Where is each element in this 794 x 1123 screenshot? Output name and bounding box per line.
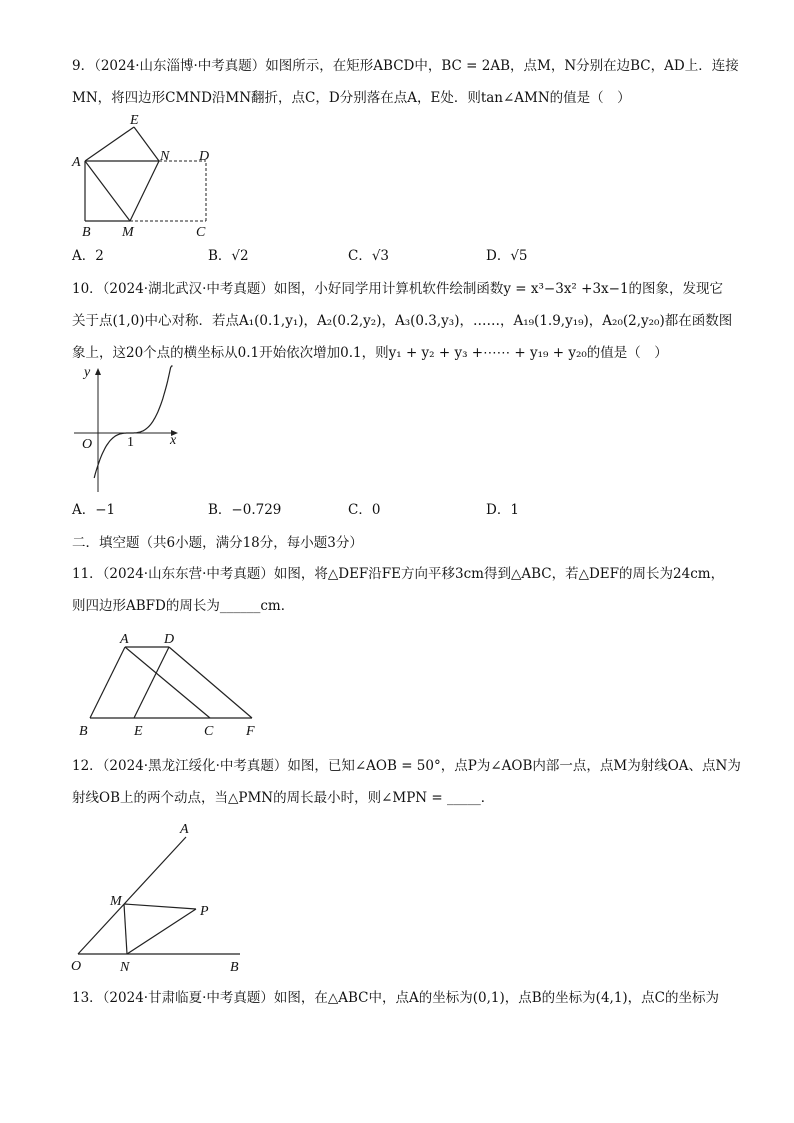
q12-label-N: N [120,960,130,975]
q12-figure [68,818,258,976]
q12-text-line1: 12．（2024·黑龙江绥化·中考真题）如图，已知∠AOB = 50°，点P为∠AOB内部一点，点M为射线OA、点N为 [72,758,741,774]
q11-label-A: A [120,632,129,647]
q11-label-C: C [204,724,214,739]
q9-label-M: M [122,225,134,240]
q13-text-line1: 13．（2024·甘肃临夏·中考真题）如图，在△ABC中，点A的坐标为(0,1)，点B的坐标为(4,1)，点C的坐标为 [72,990,720,1006]
q10-label-x: x [170,433,177,448]
q9-label-B: B [82,225,91,240]
q10-label-O: O [82,437,93,452]
q10-figure [70,362,190,496]
q10-label-y: y [84,365,91,380]
q10-cubic-curve [94,366,172,478]
q10-text-line2: 关于点(1,0)中心对称．若点A₁(0.1,y₁)，A₂(0.2,y₂)，A₃(0.3,y₃)，……，A₁₉(1.9,y₁₉)，A₂₀(2,y₂₀)都在函数图 [72,313,733,329]
q9-label-N: N [160,149,170,164]
q9-option-a: A．2 [72,248,104,264]
q10-option-c: C．0 [348,502,381,518]
q9-label-E: E [130,113,139,128]
q10-option-d: D．1 [486,502,519,518]
q11-label-E: E [134,724,143,739]
q11-text-line2: 则四边形ABFD的周长为______cm． [72,598,295,614]
q9-label-D: D [199,149,210,164]
q11-label-D: D [164,632,175,647]
q10-text-line3: 象上，这20个点的横坐标从0.1开始依次增加0.1，则y₁ + y₂ + y₃ +⋯⋯ + y₁₉ + y₂₀的值是（ ） [72,345,668,361]
q9-text-line2: MN，将四边形CMND沿MN翻折，点C，D分别落在点A，E处．则tan∠AMN的值是（ ） [72,90,631,106]
q9-option-b: B．√2 [208,248,249,264]
q9-option-c: C．√3 [348,248,390,264]
q9-label-A: A [72,155,81,170]
q12-label-A: A [180,822,189,837]
q12-label-B: B [230,960,239,975]
q12-label-O: O [71,959,82,974]
q12-label-P: P [200,904,209,919]
q12-label-M: M [110,894,122,909]
q9-figure [66,110,226,240]
q9-text-line1: 9．（2024·山东淄博·中考真题）如图所示，在矩形ABCD中，BC = 2AB，点M，N分别在边BC，AD上．连接 [72,58,739,74]
q12-text-line2: 射线OB上的两个动点，当△PMN的周长最小时，则∠MPN = _____． [72,790,495,806]
section-2-heading: 二．填空题（共6小题，满分18分，每小题3分） [72,535,363,551]
q10-option-a: A．−1 [72,502,116,518]
q9-option-d: D．√5 [486,248,528,264]
q11-label-F: F [246,724,255,739]
q11-label-B: B [79,724,88,739]
q10-label-1: 1 [127,435,134,450]
q9-label-C: C [196,225,206,240]
q10-text-line1: 10．（2024·湖北武汉·中考真题）如图，小好同学用计算机软件绘制函数y = x³−3x² +3x−1的图象，发现它 [72,281,724,297]
q10-option-b: B．−0.729 [208,502,282,518]
q11-text-line1: 11．（2024·山东东营·中考真题）如图，将△DEF沿FE方向平移3cm得到△ABC，若△DEF的周长为24cm， [72,566,725,582]
q11-figure [72,626,272,742]
